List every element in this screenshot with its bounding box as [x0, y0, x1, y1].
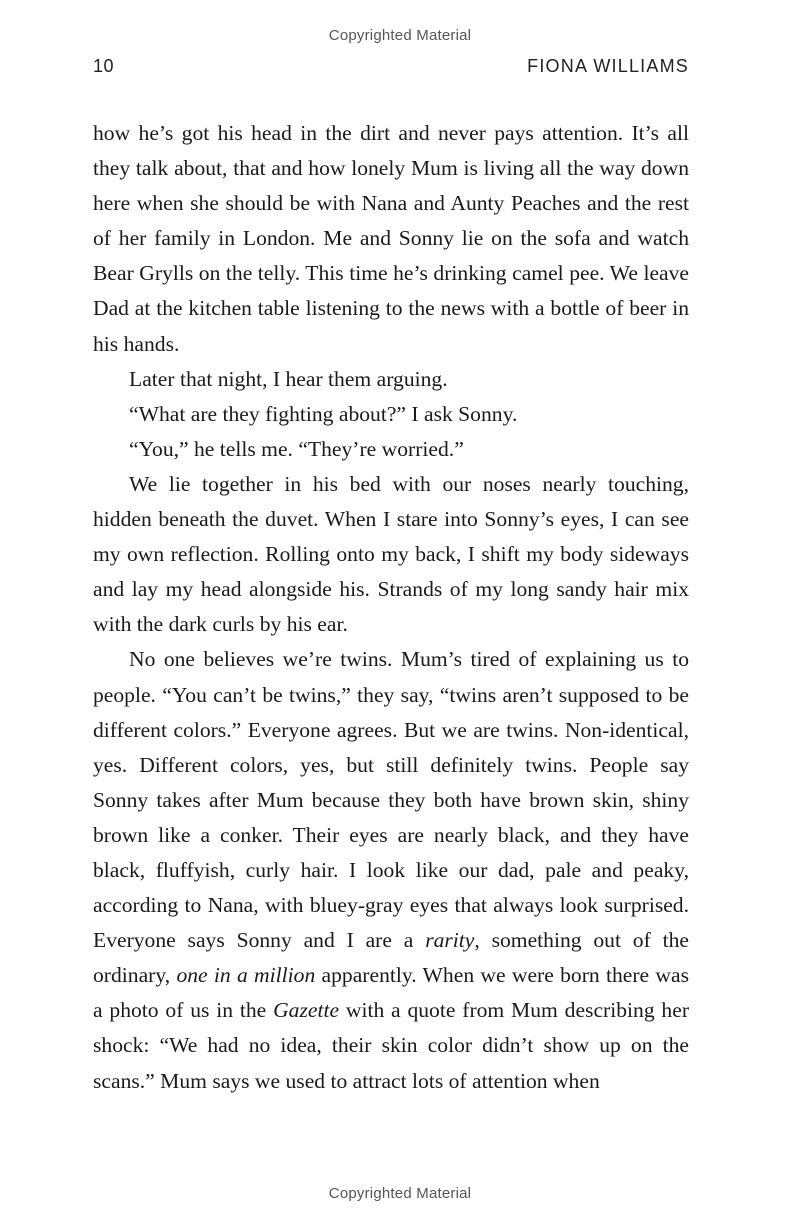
emphasis-rarity: rarity	[425, 928, 475, 953]
body-text	[93, 116, 689, 1099]
author-name: FIONA WILLIAMS	[527, 56, 689, 76]
emphasis-one-in-a-million: one in a million	[176, 963, 316, 988]
paragraph-6	[93, 642, 689, 1098]
paragraph-2: Later that night, I hear them arguing.	[129, 366, 448, 391]
running-head	[93, 56, 689, 82]
paragraph-6-text-c: apparently. When we were born there was a photo of us in the	[93, 963, 689, 1023]
copyright-watermark-top: Copyrighted Material	[328, 27, 472, 44]
paragraph-3: “What are they fighting about?” I ask Sonny.	[129, 401, 518, 426]
copyright-watermark-bottom: Copyrighted Material	[328, 1185, 472, 1202]
paragraph-6-text-b: , something out of the ordinary,	[93, 928, 689, 988]
emphasis-gazette: Gazette	[273, 998, 340, 1023]
paragraph-1: how he’s got his head in the dirt and never pays attention. It’s all they talk about, that and how lonely Mum is living all the way down here when she should be with Nana and Aunty Peaches and the rest of her family in London. Me and Sonny lie on the sofa and watch Bear Grylls on the telly. This time he’s drinking camel pee. We leave Dad at the kitchen table listening to the news with a bottle of beer in his hands.	[93, 121, 689, 356]
paragraph-6-text-a: No one believes we’re twins. Mum’s tired of explaining us to people. “You can’t be twins,” they say, “twins aren’t supposed to be different colors.” Everyone agrees. But we are twins. Non-identical, yes. Different colors, yes, but still definitely twins. People say Sonny takes after Mum because they both have brown skin, shiny brown like a conker. Their eyes are nearly black, and they have black, fluffyish, curly hair. I look like our dad, pale and peaky, according to Nana, with bluey-gray eyes that always look surprised. Everyone says Sonny and I are a	[93, 647, 689, 953]
page-number: 10	[93, 56, 115, 76]
paragraph-5: We lie together in his bed with our noses nearly touching, hidden beneath the duvet. When I stare into Sonny’s eyes, I can see my own reflection. Rolling onto my back, I shift my body sideways and lay my head alongside his. Strands of my long sandy hair mix with the dark curls by his ear.	[93, 471, 689, 637]
paragraph-4: “You,” he tells me. “They’re worried.”	[129, 436, 464, 461]
paragraph-6-text-d: with a quote from Mum describing her shock: “We had no idea, their skin color didn’t show up on the scans.” Mum says we used to attract lots of attention when	[93, 998, 690, 1093]
